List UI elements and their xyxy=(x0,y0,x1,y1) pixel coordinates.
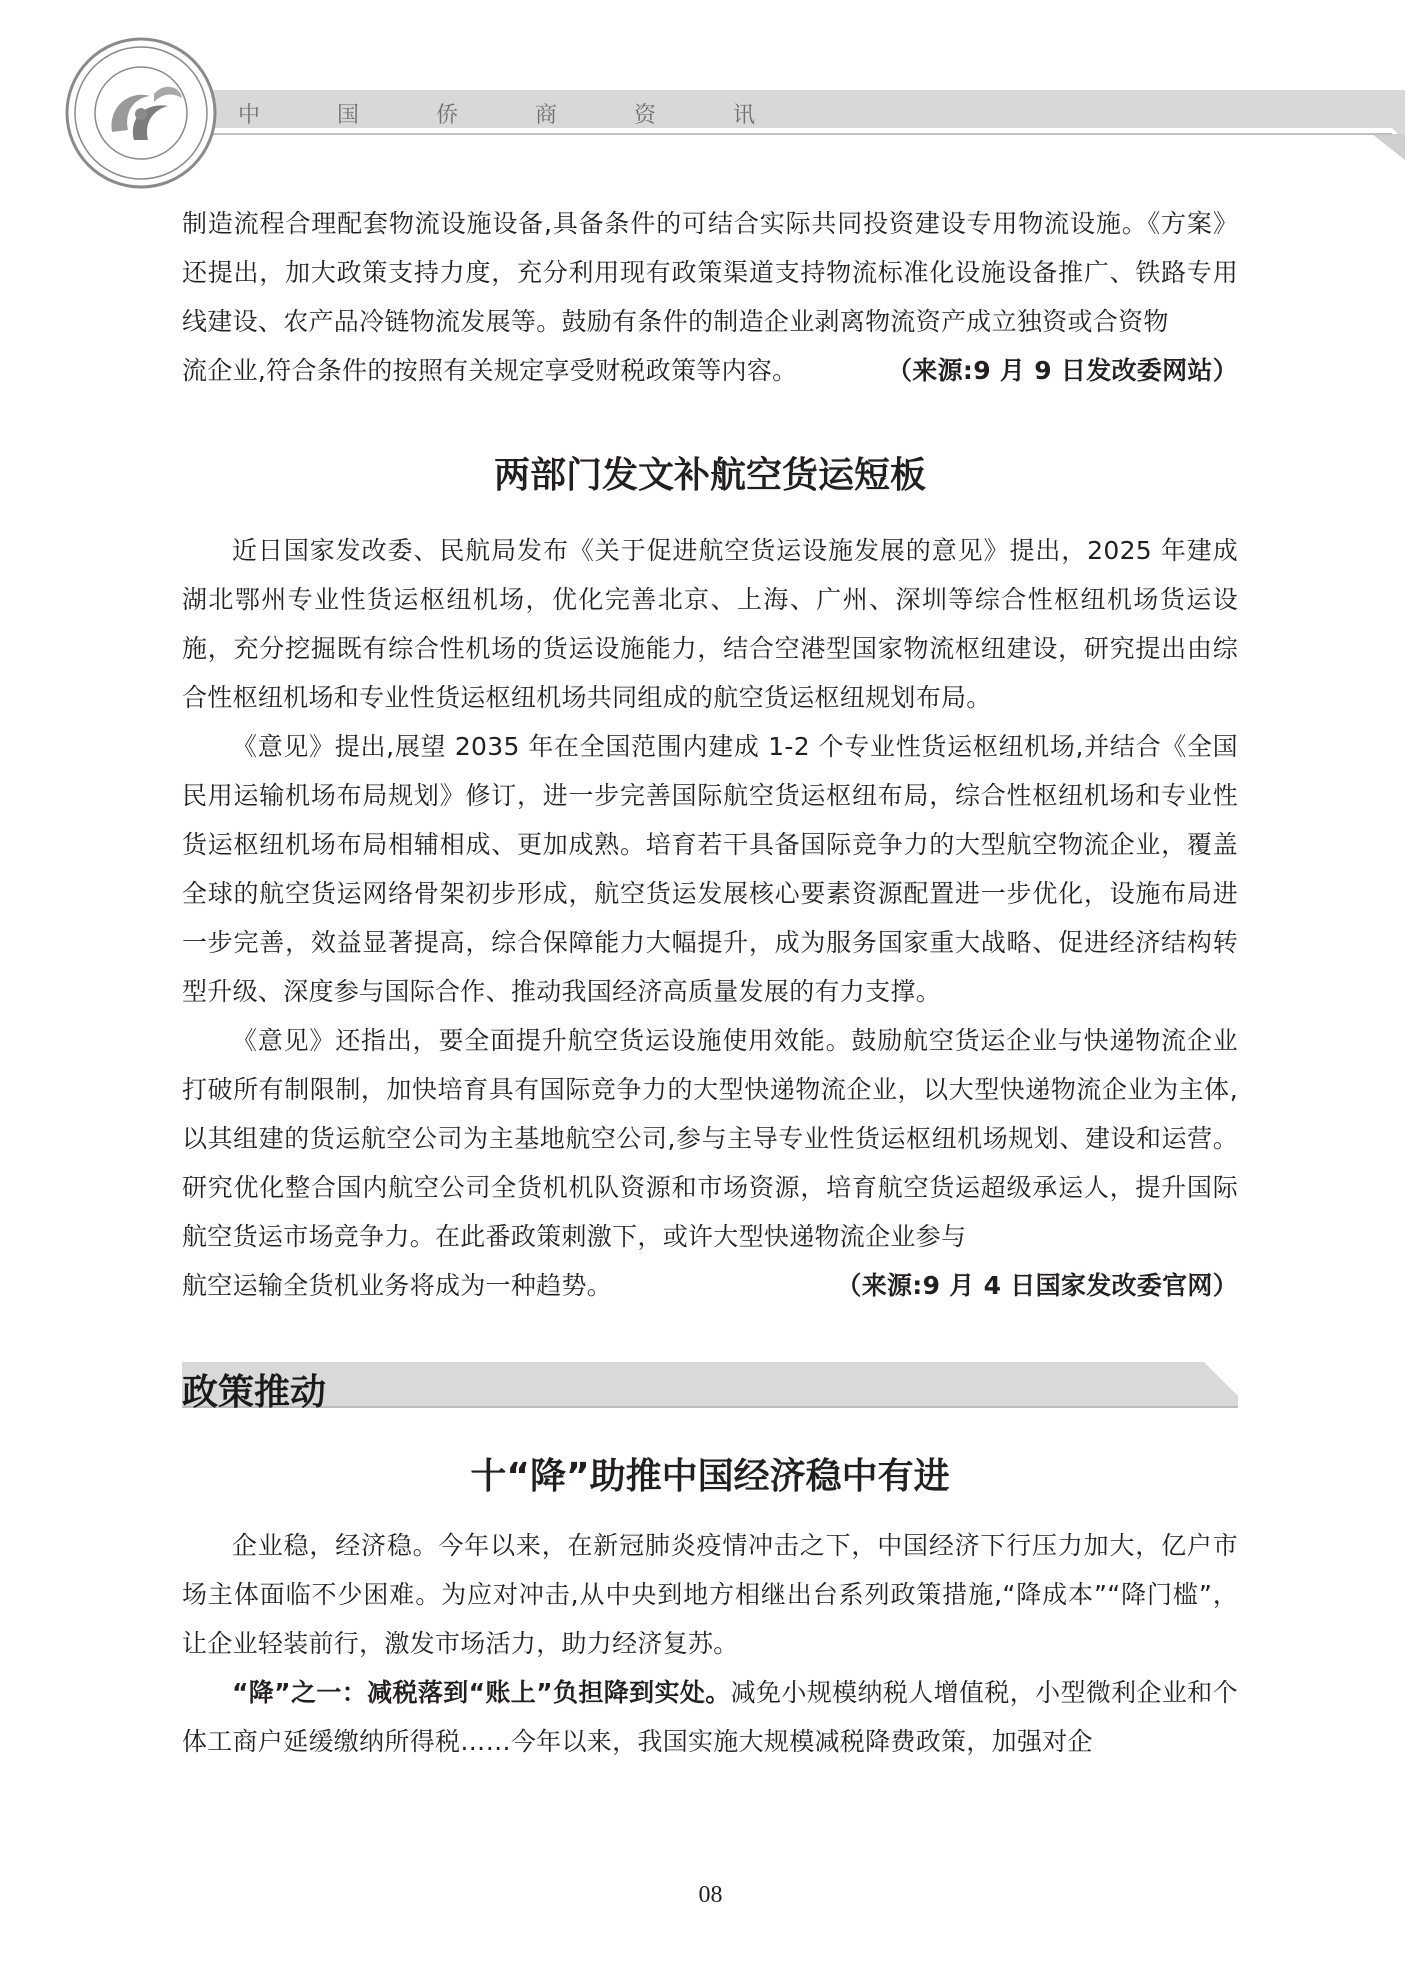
page-number: 08 xyxy=(698,1882,723,1908)
article0-source: （来源:9 月 9 日发改委网站） xyxy=(887,356,1238,385)
article1-paragraph-3: 《意见》还指出，要全面提升航空货运设施使用效能。鼓励航空货运企业与快递物流企业打破所有制限制，加快培育具有国际竞争力的大型快递物流企业，以大型快递物流企业为主体,以其组建的货运航空公司为主基地航空公司,参与主导专业性货运枢纽机场规划、建设和运营。研究优化整合国内航空公司全货机机队资源和市场资源，培育航空货运超级承运人，提升国际航空货运市场竞争力。在此番政策刺激下，或许大型快递物流企业参与 xyxy=(182,1026,1238,1251)
header-title: 中 国 侨 商 资 讯 xyxy=(238,103,790,128)
article2-title: 十“降”助推中国经济稳中有进 xyxy=(470,1456,950,1497)
article1-paragraph-1: 近日国家发改委、民航局发布《关于促进航空货运设施发展的意见》提出，2025 年建成湖北鄂州专业性货运枢纽机场，优化完善北京、上海、广州、深圳等综合性枢纽机场货运设施，充分挖掘既有综合性机场的货运设施能力，结合空港型国家物流枢纽建设，研究提出由综合性枢纽机场和专业性货运枢纽机场共同组成的航空货运枢纽规划布局。 xyxy=(182,536,1238,712)
section-bar-graphic xyxy=(182,1362,1238,1408)
section-heading-bar xyxy=(182,1362,1238,1413)
article1-last-line-text: 航空运输全货机业务将成为一种趋势。 xyxy=(182,1271,613,1300)
article2-subheading: “降”之一：减税落到“账上”负担降到实处。 xyxy=(232,1678,731,1707)
article1-source: （来源:9 月 4 日国家发改委官网） xyxy=(836,1271,1238,1300)
article0-last-line xyxy=(182,346,1238,395)
article0-paragraph: 制造流程合理配套物流设施设备,具备条件的可结合实际共同投资建设专用物流设施。《方案》还提出，加大政策支持力度，充分利用现有政策渠道支持物流标准化设施设备推广、铁路专用线建设、农产品冷链物流发展等。鼓励有条件的制造企业剥离物流资产成立独资或合资物 xyxy=(182,209,1238,336)
section-label: 政策推动 xyxy=(182,1371,327,1413)
article1-title: 两部门发文补航空货运短板 xyxy=(493,455,926,496)
page-content xyxy=(182,199,1238,1766)
article2-paragraph-2 xyxy=(182,1668,1238,1766)
federation-emblem-icon xyxy=(64,36,218,190)
article1-last-line xyxy=(182,1261,1238,1310)
article1-paragraph-2: 《意见》提出,展望 2035 年在全国范围内建成 1-2 个专业性货运枢纽机场,并结合《全国民用运输机场布局规划》修订，进一步完善国际航空货运枢纽布局，综合性枢纽机场和专业性货运枢纽机场布局相辅相成、更加成熟。培育若干具备国际竞争力的大型航空物流企业，覆盖全球的航空货运网络骨架初步形成，航空货运发展核心要素资源配置进一步优化，设施布局进一步完善，效益显著提高，综合保障能力大幅提升，成为服务国家重大战略、促进经济结构转型升级、深度参与国际合作、推动我国经济高质量发展的有力支撑。 xyxy=(182,732,1238,1006)
article0-last-line-text: 流企业,符合条件的按照有关规定享受财税政策等内容。 xyxy=(182,356,798,385)
article2-paragraph-2-text: 减免小规模纳税人增值税，小型微利企业和个体工商户延缓缴纳所得税……今年以来，我国实施大规模减税降费政策，加强对企 xyxy=(182,1678,1238,1756)
article2-paragraph-1: 企业稳，经济稳。今年以来，在新冠肺炎疫情冲击之下，中国经济下行压力加大，亿户市场主体面临不少困难。为应对冲击,从中央到地方相继出台系列政策措施,“降成本”“降门槛”，让企业轻装前行，激发市场活力，助力经济复苏。 xyxy=(182,1531,1238,1658)
